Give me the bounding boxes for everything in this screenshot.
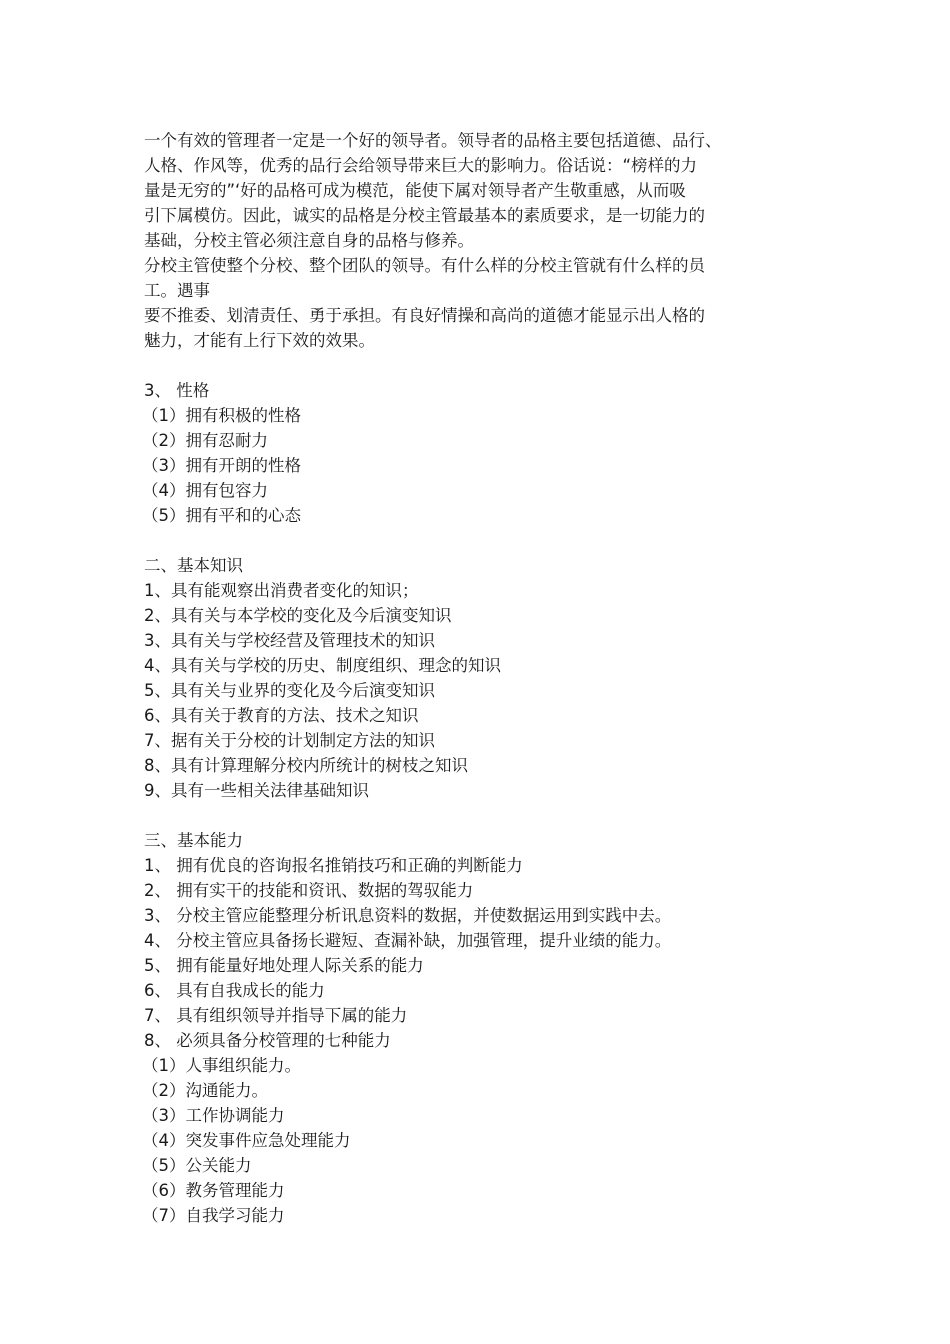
intro-line: 工。遇事 [144, 281, 210, 300]
list-item: 6、 具有自我成长的能力 [144, 981, 325, 1000]
list-item: 5、 拥有能量好地处理人际关系的能力 [144, 956, 424, 975]
list-item: 5、具有关与业界的变化及今后演变知识 [144, 681, 435, 700]
list-item: 1、具有能观察出消费者变化的知识； [144, 581, 419, 600]
list-item: 3、 分校主管应能整理分析讯息资料的数据，并使数据运用到实践中去。 [144, 906, 672, 925]
list-item: （5）拥有平和的心态 [142, 506, 301, 525]
list-item: （1）拥有积极的性格 [142, 406, 301, 425]
intro-line: 引下属模仿。因此，诚实的品格是分校主管最基本的素质要求，是一切能力的 [144, 206, 705, 225]
list-item: 4、具有关与学校的历史、制度组织、理念的知识 [144, 656, 501, 675]
list-item: （4）拥有包容力 [142, 481, 268, 500]
list-item: 8、 必须具备分校管理的七种能力 [144, 1031, 391, 1050]
list-item: 7、据有关于分校的计划制定方法的知识 [144, 731, 435, 750]
list-item: （2）拥有忍耐力 [142, 431, 268, 450]
personality-section [144, 378, 810, 528]
intro-section [144, 128, 810, 353]
intro-line: 一个有效的管理者一定是一个好的领导者。领导者的品格主要包括道德、品行、 [144, 131, 722, 150]
section-heading-personality: 3、 性格 [144, 381, 210, 400]
section-heading-knowledge: 二、基本知识 [144, 556, 243, 575]
blank-line [144, 353, 810, 378]
list-item: （3）拥有开朗的性格 [142, 456, 301, 475]
list-item: 1、 拥有优良的咨询报名推销技巧和正确的判断能力 [144, 856, 523, 875]
intro-line: 基础，分校主管必须注意自身的品格与修养。 [144, 231, 474, 250]
sub-list-item: （4）突发事件应急处理能力 [142, 1131, 351, 1150]
list-item: 3、具有关与学校经营及管理技术的知识 [144, 631, 435, 650]
ability-section [144, 828, 810, 1228]
list-item: 9、具有一些相关法律基础知识 [144, 781, 369, 800]
list-item: 4、 分校主管应具备扬长避短、查漏补缺，加强管理，提升业绩的能力。 [144, 931, 672, 950]
intro-line: 要不推委、划清责任、勇于承担。有良好情操和高尚的道德才能显示出人格的 [144, 306, 705, 325]
sub-list-item: （5）公关能力 [142, 1156, 252, 1175]
list-item: 7、 具有组织领导并指导下属的能力 [144, 1006, 408, 1025]
section-heading-ability: 三、基本能力 [144, 831, 243, 850]
list-item: 6、具有关于教育的方法、技术之知识 [144, 706, 419, 725]
knowledge-section [144, 553, 810, 803]
blank-line [144, 803, 810, 828]
intro-line: 分校主管使整个分校、整个团队的领导。有什么样的分校主管就有什么样的员 [144, 256, 705, 275]
document-body [144, 128, 810, 1228]
intro-line: 魅力，才能有上行下效的效果。 [144, 331, 375, 350]
sub-list-item: （2）沟通能力。 [142, 1081, 268, 1100]
sub-list-item: （3）工作协调能力 [142, 1106, 285, 1125]
sub-list-item: （6）教务管理能力 [142, 1181, 285, 1200]
sub-list-item: （1）人事组织能力。 [142, 1056, 301, 1075]
blank-line [144, 528, 810, 553]
intro-line: 量是无穷的”‘好的品格可成为模范，能使下属对领导者产生敬重感，从而吸 [144, 181, 686, 200]
list-item: 2、 拥有实干的技能和资讯、数据的驾驭能力 [144, 881, 474, 900]
list-item: 2、具有关与本学校的变化及今后演变知识 [144, 606, 452, 625]
sub-list-item: （7）自我学习能力 [142, 1206, 285, 1225]
intro-line: 人格、作风等，优秀的品行会给领导带来巨大的影响力。俗话说：“榜样的力 [144, 156, 698, 175]
list-item: 8、具有计算理解分校内所统计的树枝之知识 [144, 756, 468, 775]
